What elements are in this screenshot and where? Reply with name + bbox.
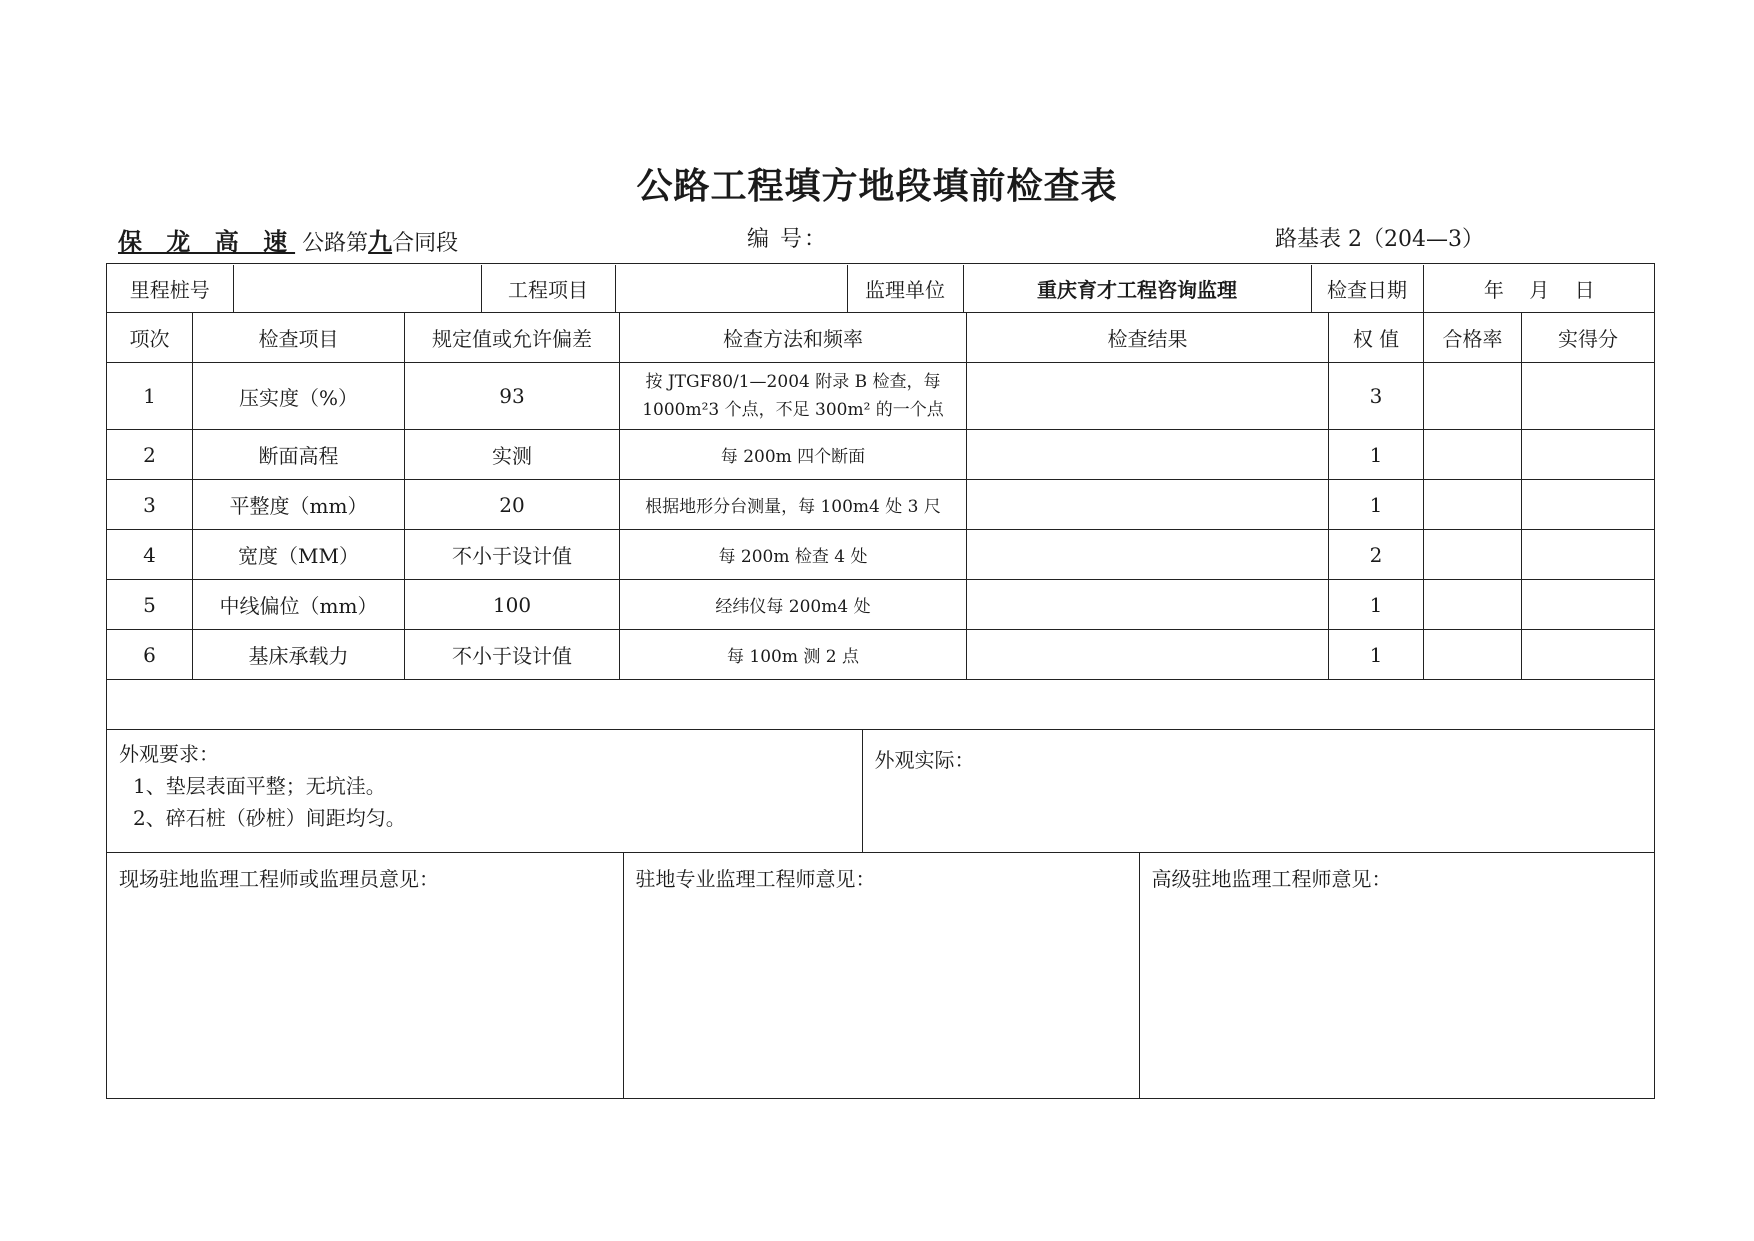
blank-row [107,680,1655,730]
pass-rate-cell[interactable] [1424,530,1522,580]
check-method [620,363,967,430]
weight-value: 1 [1329,480,1424,530]
contract-number: 九 [368,227,393,256]
pass-rate-cell[interactable] [1424,580,1522,630]
table-row [107,480,1655,530]
requirement-item: 2、碎石桩（砂桩）间距均匀。 [133,806,406,830]
score-cell[interactable] [1522,363,1655,430]
score-cell[interactable] [1522,580,1655,630]
table-row [107,630,1655,680]
check-item: 断面高程 [193,430,405,480]
row-number: 3 [107,480,193,530]
check-method: 根据地形分台测量，每 100m4 处 3 尺 [620,480,967,530]
score-cell[interactable] [1522,480,1655,530]
site-engineer-opinion[interactable] [107,853,623,1098]
info-row [107,264,1655,313]
score-cell[interactable] [1522,630,1655,680]
resident-specialist-opinion[interactable] [623,853,1139,1098]
page-title: 公路工程填方地段填前检查表 [636,166,1118,207]
result-cell[interactable] [967,430,1329,480]
appearance-subtable [107,730,1655,852]
weight-value: 1 [1329,580,1424,630]
supervisor-value: 重庆育才工程咨询监理 [963,265,1311,312]
pass-rate-cell[interactable] [1424,630,1522,680]
row-number: 2 [107,430,193,480]
number-label: 编 号： [747,227,828,252]
blank-cell[interactable] [107,680,1655,730]
table-row [107,580,1655,630]
opinions-subtable [107,853,1655,1098]
result-cell[interactable] [967,480,1329,530]
form-code: 路基表 2（204—3） [1275,227,1484,252]
row-number: 1 [107,363,193,430]
info-subtable [107,265,1655,312]
supervisor-label: 监理单位 [847,265,963,312]
date-label: 检查日期 [1311,265,1423,312]
site-engineer-label: 现场驻地监理工程师或监理员意见： [119,867,439,891]
road-suffix: 公路第 [302,231,369,256]
pass-rate-cell[interactable] [1424,480,1522,530]
row-number: 6 [107,630,193,680]
table-row [107,363,1655,430]
table-row [107,530,1655,580]
check-method: 每 200m 四个断面 [620,430,967,480]
check-method: 经纬仪每 200m4 处 [620,580,967,630]
method-line: 按 JTGF80/1—2004 附录 B 检查，每 [645,372,941,392]
column-header: 合格率 [1424,313,1522,363]
check-item: 平整度（mm） [193,480,405,530]
column-header-row [107,313,1655,363]
column-header: 检查项目 [193,313,405,363]
project-field[interactable] [615,265,847,312]
spec-value: 实测 [405,430,620,480]
column-header: 权 值 [1329,313,1424,363]
pass-rate-cell[interactable] [1424,363,1522,430]
road-contract-line [118,222,458,257]
actual-label: 外观实际： [874,748,975,772]
appearance-requirements [107,730,862,852]
appearance-actual[interactable] [862,730,1655,852]
weight-value: 1 [1329,430,1424,480]
senior-resident-label: 高级驻地监理工程师意见： [1151,867,1392,891]
opinions-row [107,853,1655,1099]
column-header: 项次 [107,313,193,363]
weight-value: 3 [1329,363,1424,430]
column-header: 规定值或允许偏差 [405,313,620,363]
method-line: 1000m²3 个点，不足 300m² 的一个点 [642,400,944,420]
weight-value: 1 [1329,630,1424,680]
inspection-table [106,263,1655,1099]
check-item: 基床承载力 [193,630,405,680]
column-header: 检查方法和频率 [620,313,967,363]
check-method: 每 200m 检查 4 处 [620,530,967,580]
score-cell[interactable] [1522,530,1655,580]
weight-value: 2 [1329,530,1424,580]
requirement-item: 1、垫层表面平整；无坑洼。 [133,774,386,798]
check-item: 宽度（MM） [193,530,405,580]
result-cell[interactable] [967,363,1329,430]
column-header: 检查结果 [967,313,1329,363]
spec-value: 20 [405,480,620,530]
table-row [107,430,1655,480]
score-cell[interactable] [1522,430,1655,480]
result-cell[interactable] [967,580,1329,630]
requirements-label: 外观要求： [119,742,219,766]
check-item: 压实度（%） [193,363,405,430]
contract-suffix: 合同段 [392,231,459,256]
column-header: 实得分 [1522,313,1655,363]
row-number: 5 [107,580,193,630]
result-cell[interactable] [967,630,1329,680]
station-label: 里程桩号 [129,277,210,302]
spec-value: 不小于设计值 [405,530,620,580]
station-field[interactable] [233,265,481,312]
senior-resident-opinion[interactable] [1139,853,1655,1098]
pass-rate-cell[interactable] [1424,430,1522,480]
resident-specialist-label: 驻地专业监理工程师意见： [635,867,876,891]
spec-value: 不小于设计值 [405,630,620,680]
appearance-row [107,730,1655,853]
check-item: 中线偏位（mm） [193,580,405,630]
date-field[interactable]: 年 月 日 [1423,265,1655,312]
spec-value: 93 [405,363,620,430]
check-method: 每 100m 测 2 点 [620,630,967,680]
result-cell[interactable] [967,530,1329,580]
spec-value: 100 [405,580,620,630]
road-name: 保 龙 高 速 [118,227,296,256]
row-number: 4 [107,530,193,580]
project-label: 工程项目 [481,265,615,312]
